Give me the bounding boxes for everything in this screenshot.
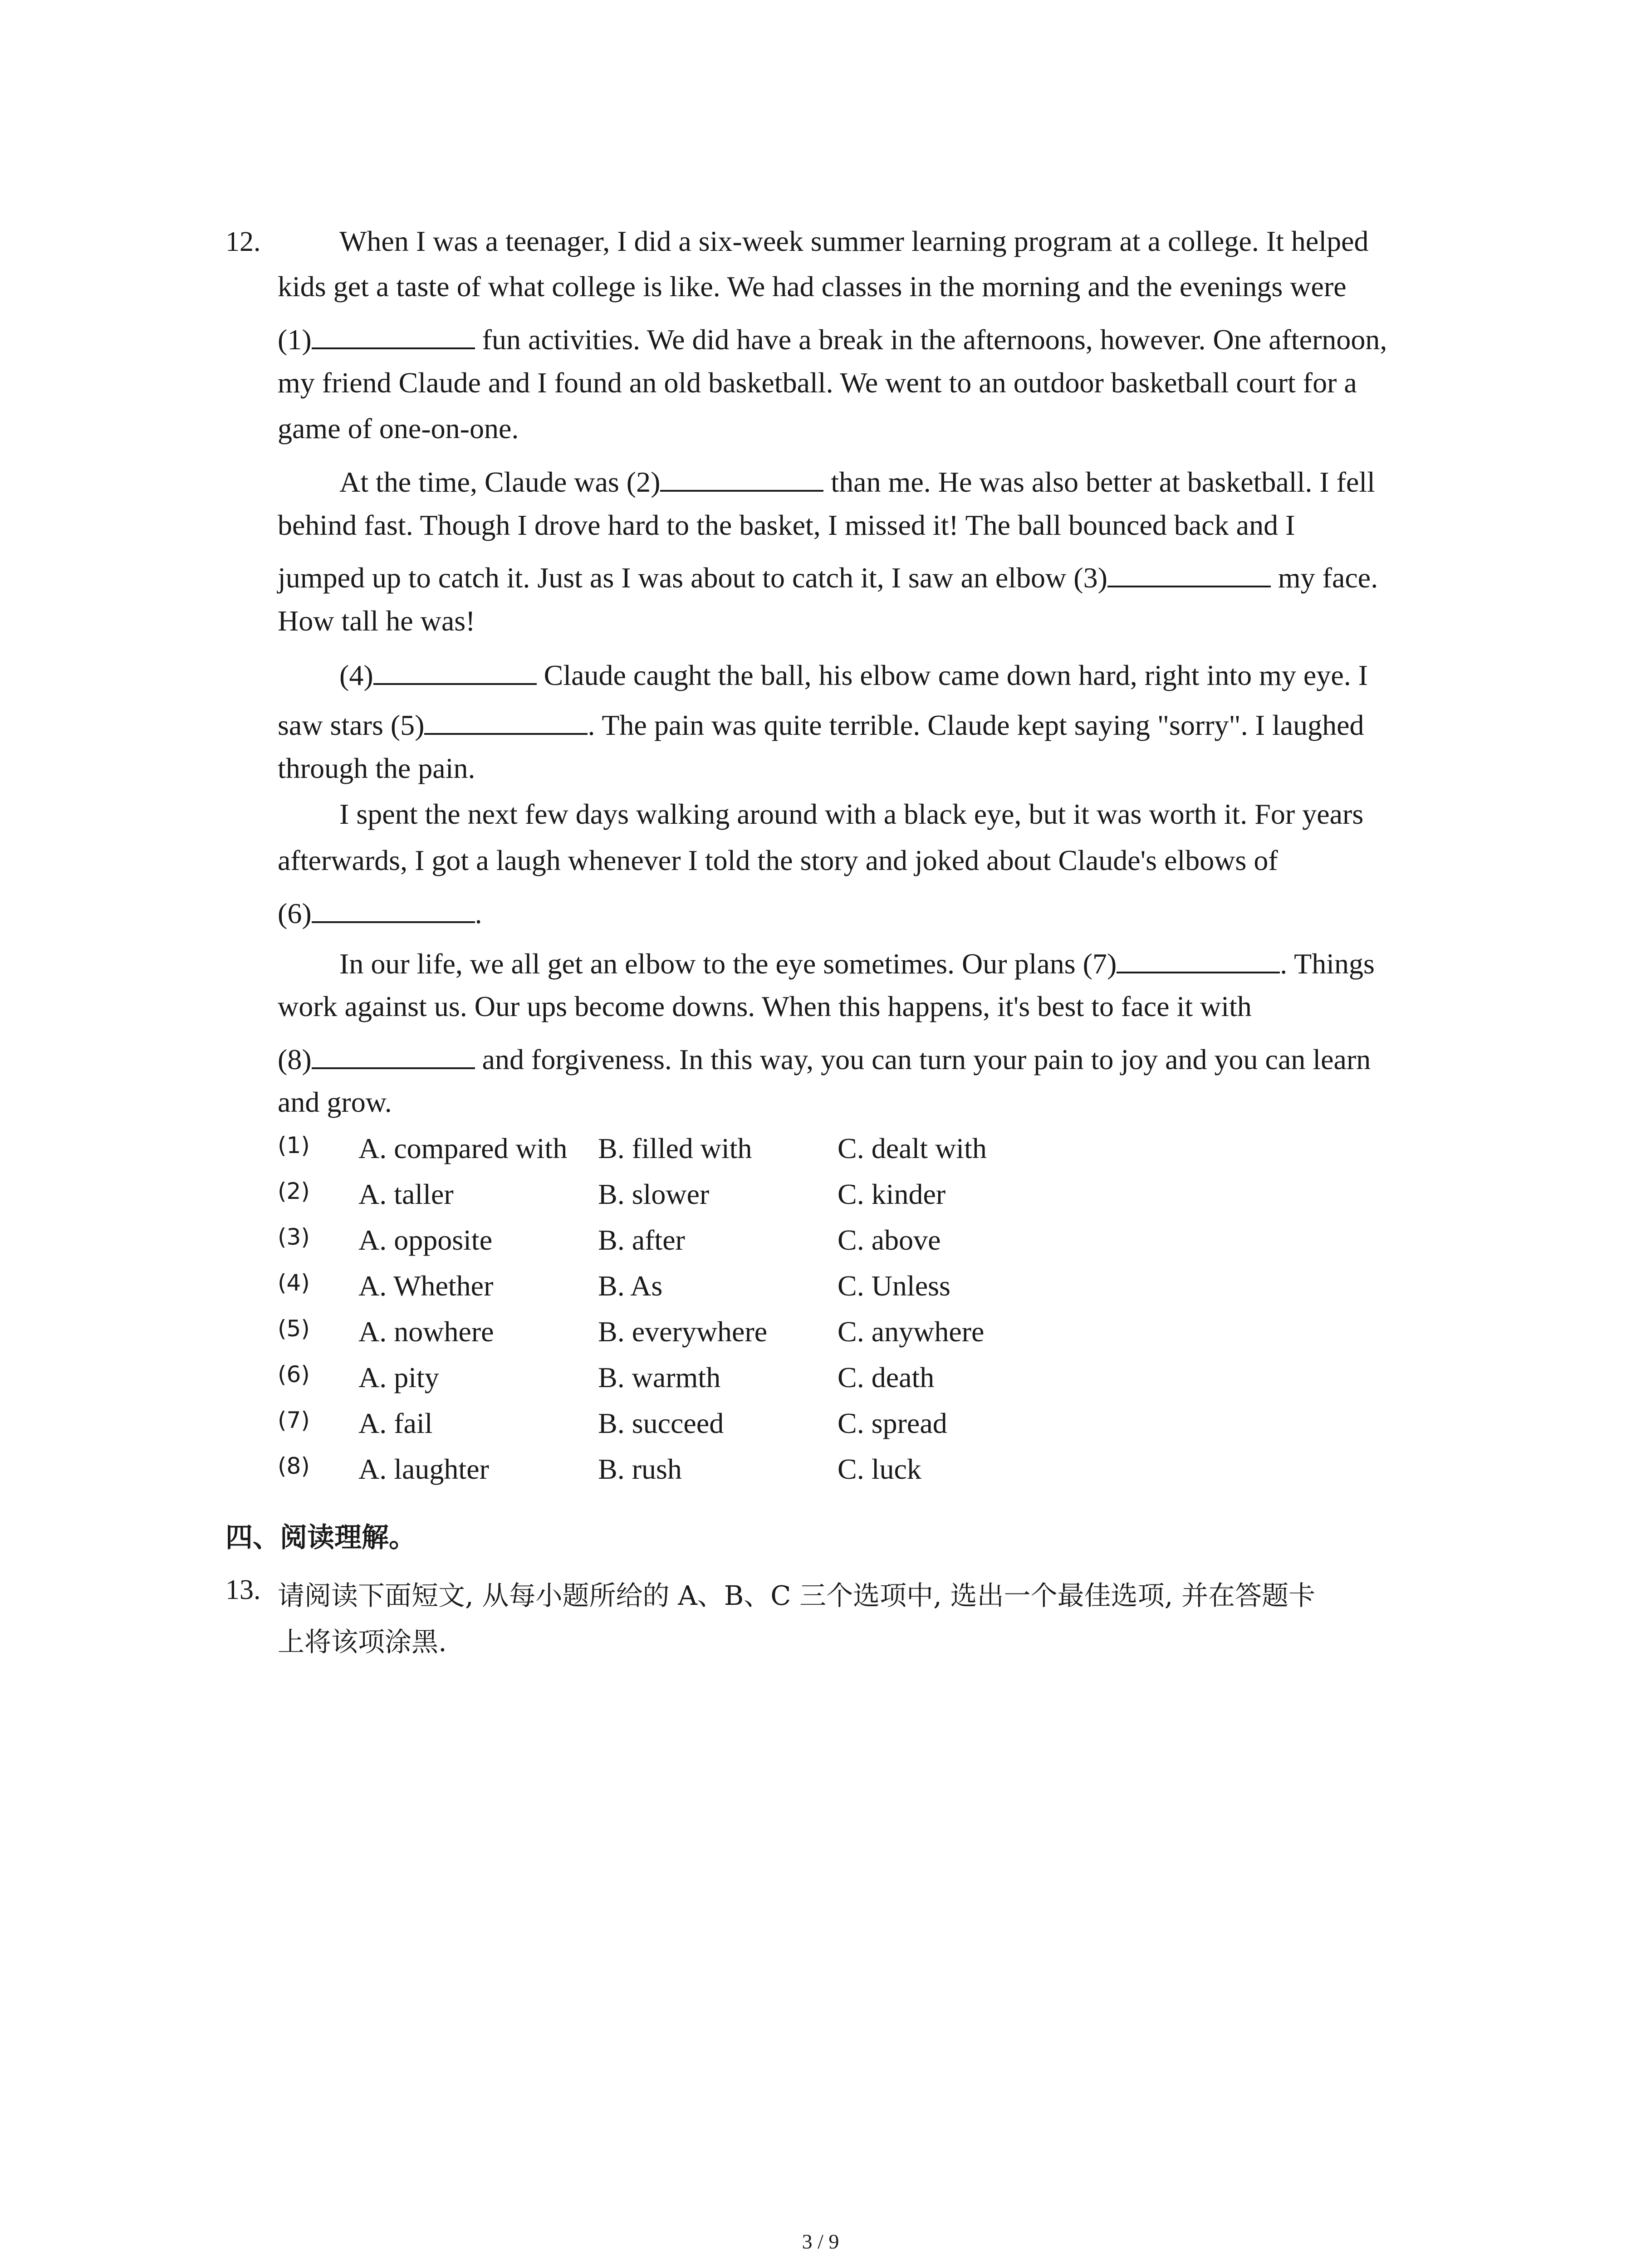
page-number: 3 / 9 [802,2230,839,2253]
option-number: (6) [278,1361,310,1388]
passage-text: than me. He was also better at basketball. I fell [823,466,1375,498]
passage-line-9: How tall he was! [278,605,475,637]
blank-3[interactable] [1107,560,1271,587]
passage-text: my face. [1270,562,1378,594]
passage-line-15 [278,896,482,928]
passage-line-1: When I was a teenager, I did a six-week summer learning program at a college. It helped [339,225,1369,257]
option-c[interactable]: C. dealt with [838,1132,987,1164]
blank-4[interactable] [373,658,537,685]
option-c[interactable]: C. spread [838,1407,947,1439]
blank-2[interactable] [660,464,823,492]
option-a[interactable]: A. nowhere [358,1315,494,1348]
option-a[interactable]: A. fail [358,1407,433,1439]
option-a[interactable]: A. laughter [358,1453,489,1485]
passage-line-6 [339,464,1375,497]
passage-line-18 [278,1042,1371,1074]
blank-5[interactable] [424,708,588,735]
option-b[interactable]: B. rush [598,1453,682,1485]
option-number: (7) [278,1407,310,1433]
passage-line-4: my friend Claude and I found an old basketball. We went to an outdoor basketball court for a [278,367,1357,399]
passage-line-2: kids get a taste of what college is like. We had classes in the morning and the evenings were [278,270,1347,303]
option-b[interactable]: B. As [598,1270,663,1302]
option-a[interactable]: A. compared with [358,1132,568,1164]
passage-line-17: work against us. Our ups become downs. When this happens, it's best to face it with [278,990,1252,1022]
option-b[interactable]: B. filled with [598,1132,752,1164]
blank-4-label: (4) [339,659,373,691]
passage-line-10 [339,658,1368,690]
passage-text: . [475,897,482,929]
passage-text: fun activities. We did have a break in the afternoons, however. One afternoon, [475,323,1387,356]
passage-line-16 [339,946,1375,978]
blank-1[interactable] [312,322,475,349]
blank-2-label: At the time, Claude was (2) [339,466,661,498]
passage-text: and forgiveness. In this way, you can turn your pain to joy and you can learn [475,1043,1371,1075]
blank-6[interactable] [312,896,475,923]
option-b[interactable]: B. everywhere [598,1315,768,1348]
passage-text: Claude caught the ball, his elbow came down hard, right into my eye. I [536,659,1368,691]
blank-1-label: (1) [278,323,312,356]
option-c[interactable]: C. death [838,1361,935,1393]
option-a[interactable]: A. Whether [358,1270,494,1302]
option-a[interactable]: A. taller [358,1178,454,1210]
passage-text: . The pain was quite terrible. Claude kept saying "sorry". I laughed [588,709,1364,741]
blank-5-label: saw stars (5) [278,709,425,741]
blank-8[interactable] [312,1042,475,1069]
passage-line-7: behind fast. Though I drove hard to the basket, I missed it! The ball bounced back and I [278,509,1295,541]
passage-line-5: game of one-on-one. [278,412,519,445]
section-heading: 四、阅读理解。 [225,1522,416,1554]
blank-8-label: (8) [278,1043,312,1075]
option-number: (2) [278,1178,310,1204]
option-number: (4) [278,1270,310,1296]
option-number: (1) [278,1132,310,1158]
option-number: (8) [278,1453,310,1479]
option-number: (5) [278,1315,310,1342]
passage-line-11 [278,708,1364,740]
option-b[interactable]: B. slower [598,1178,710,1210]
question-12-number: 12. [225,226,261,257]
option-c[interactable]: C. above [838,1224,941,1256]
passage-line-19: and grow. [278,1086,392,1118]
question-13-instruction-line-2: 上将该项涂黑. [278,1626,447,1657]
option-c[interactable]: C. Unless [838,1270,950,1302]
option-c[interactable]: C. luck [838,1453,921,1485]
option-number: (3) [278,1224,310,1250]
question-13-instruction-line-1: 请阅读下面短文, 从每小题所给的 A、B、C 三个选项中, 选出一个最佳选项, 并在答题卡 [278,1580,1316,1611]
passage-text: . Things [1280,948,1375,980]
option-a[interactable]: A. pity [358,1361,439,1393]
question-13-number: 13. [225,1574,261,1605]
blank-6-label: (6) [278,897,312,929]
option-b[interactable]: B. succeed [598,1407,724,1439]
passage-line-8 [278,560,1378,592]
blank-7-label: In our life, we all get an elbow to the eye sometimes. Our plans (7) [339,948,1117,980]
passage-line-3 [278,322,1387,354]
blank-3-label: jumped up to catch it. Just as I was about to catch it, I saw an elbow (3) [278,562,1107,594]
passage-line-13: I spent the next few days walking around with a black eye, but it was worth it. For years [339,798,1364,830]
blank-7[interactable] [1117,946,1280,973]
passage-line-14: afterwards, I got a laugh whenever I told the story and joked about Claude's elbows of [278,844,1278,876]
option-c[interactable]: C. anywhere [838,1315,985,1348]
option-b[interactable]: B. warmth [598,1361,721,1393]
option-b[interactable]: B. after [598,1224,685,1256]
passage-line-12: through the pain. [278,752,475,784]
option-c[interactable]: C. kinder [838,1178,946,1210]
option-a[interactable]: A. opposite [358,1224,493,1256]
